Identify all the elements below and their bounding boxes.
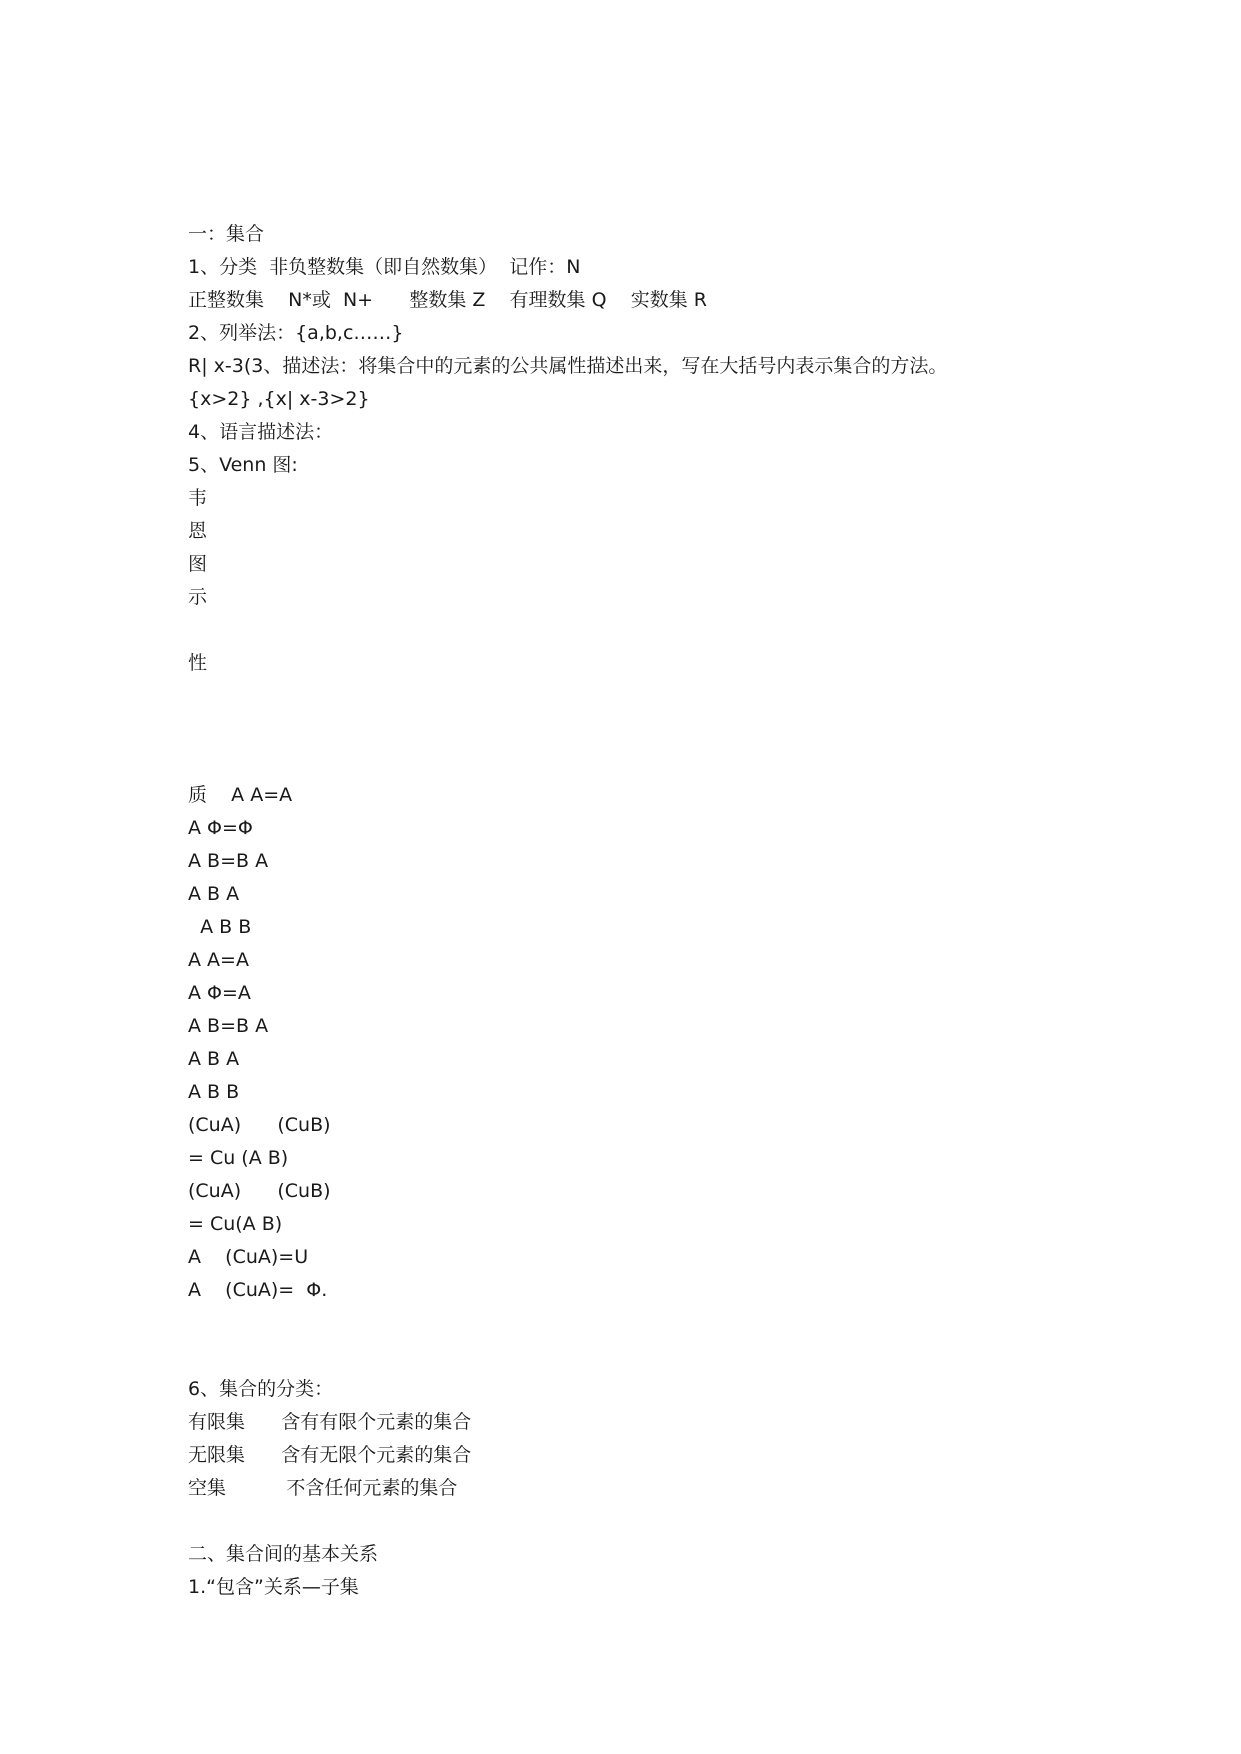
text-line: A B=B A — [188, 1015, 269, 1037]
text-line: A B B — [188, 916, 252, 938]
blank-line — [188, 746, 1088, 779]
text-line: = Cu(A B) — [188, 1213, 283, 1235]
text-line: (CuA) (CuB) — [188, 1114, 331, 1136]
text-line: 2、列举法：{a,b,c……} — [188, 322, 404, 344]
text-line: R| x-3(3、描述法：将集合中的元素的公共属性描述出来，写在大括号内表示集合的方法。 — [188, 355, 948, 377]
section-heading-relations: 二、集合间的基本关系 — [188, 1543, 379, 1565]
text-line: 1、分类 非负整数集（即自然数集） 记作：N — [188, 256, 581, 278]
text-line: 1.“包含”关系—子集 — [188, 1576, 359, 1598]
text-line: 有限集 含有有限个元素的集合 — [188, 1411, 472, 1433]
text-line: 质 A A=A — [188, 784, 293, 806]
text-line: = Cu (A B) — [188, 1147, 289, 1169]
blank-line — [188, 614, 1088, 647]
text-line: A (CuA)=U — [188, 1246, 309, 1268]
text-line: A (CuA)= Φ. — [188, 1279, 328, 1301]
text-line: 空集 不含任何元素的集合 — [188, 1477, 458, 1499]
text-line: 正整数集 N*或 N+ 整数集 Z 有理数集 Q 实数集 R — [188, 289, 707, 311]
text-line: 恩 — [188, 520, 208, 542]
text-line: 韦 — [188, 487, 208, 509]
blank-line — [188, 1307, 1088, 1340]
text-line: {x>2} ,{x| x-3>2} — [188, 388, 370, 410]
text-line: A Φ=Φ — [188, 817, 253, 839]
text-line: A A=A — [188, 949, 249, 971]
text-line: A Φ=A — [188, 982, 251, 1004]
text-line: 4、语言描述法： — [188, 421, 334, 443]
text-line: 无限集 含有无限个元素的集合 — [188, 1444, 472, 1466]
document-body — [188, 218, 1088, 1604]
text-line: A B A — [188, 1048, 240, 1070]
blank-line — [188, 1340, 1088, 1373]
text-line: A B=B A — [188, 850, 269, 872]
text-line: A B A — [188, 883, 240, 905]
text-line: 5、Venn 图: — [188, 454, 298, 476]
section-heading-sets: 一：集合 — [188, 223, 265, 245]
text-line: 示 — [188, 586, 208, 608]
blank-line — [188, 680, 1088, 713]
text-line: A B B — [188, 1081, 240, 1103]
text-line: 图 — [188, 553, 208, 575]
text-line: 性 — [188, 652, 208, 674]
text-line: (CuA) (CuB) — [188, 1180, 331, 1202]
blank-line — [188, 713, 1088, 746]
blank-line — [188, 1505, 1088, 1538]
text-line: 6、集合的分类： — [188, 1378, 334, 1400]
